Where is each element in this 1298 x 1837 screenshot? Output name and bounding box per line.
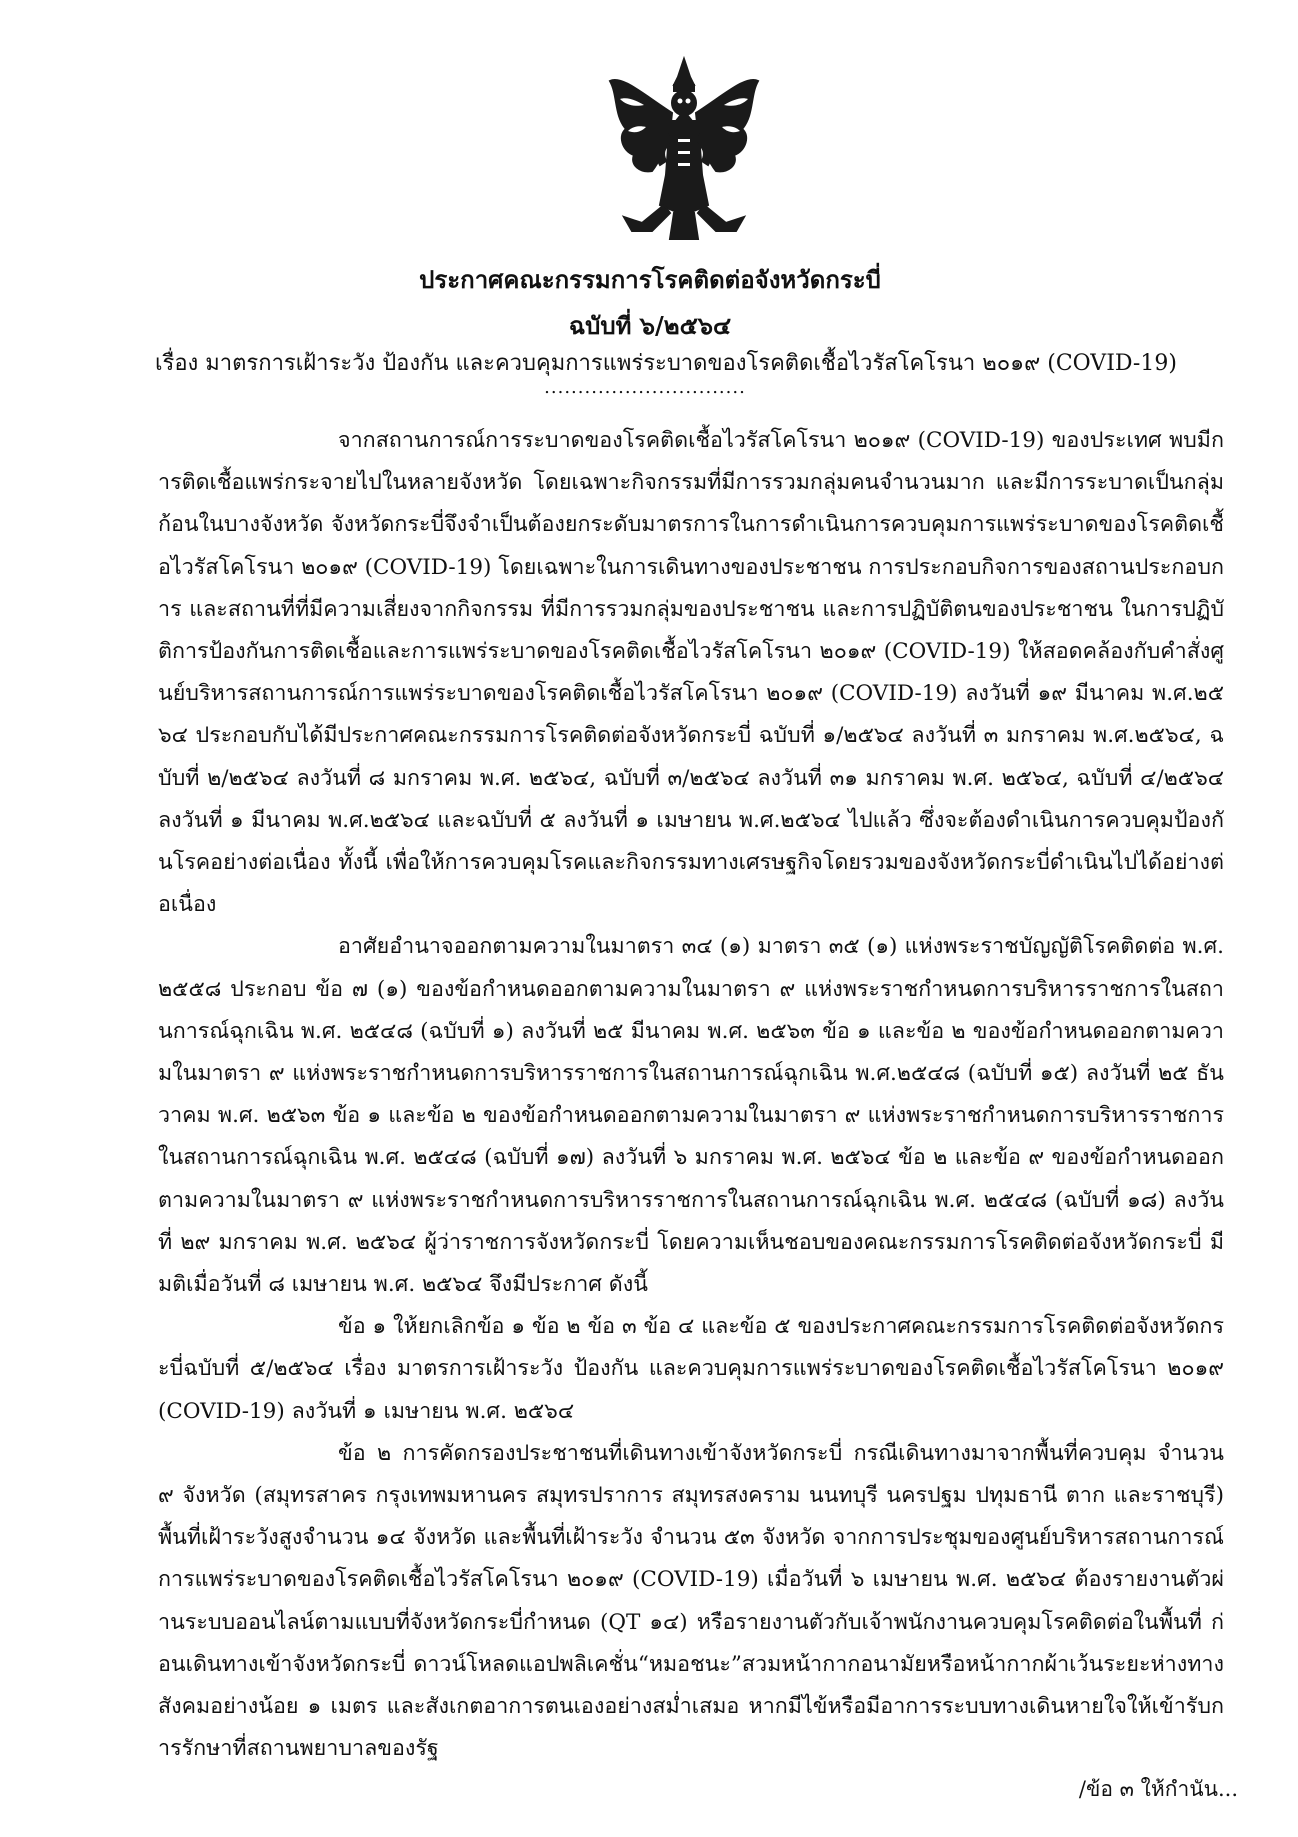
page-continuation: /ข้อ ๓ ให้กำนัน... (1078, 1777, 1238, 1801)
document-body (158, 420, 1224, 1771)
document-subject: เรื่อง มาตรการเฝ้าระวัง ป้องกัน และควบคุมการแพร่ระบาดของโรคติดเชื้อไวรัสโคโรนา ๒๐๑๙ (COVID-19) (155, 351, 1177, 376)
document-title: ประกาศคณะกรรมการโรคติดต่อจังหวัดกระบี่ (419, 265, 881, 294)
paragraph-clause-2: ข้อ ๒ การคัดกรองประชาชนที่เดินทางเข้าจังหวัดกระบี่ กรณีเดินทางมาจากพื้นที่ควบคุม จำนวน ๙ จังหวัด (สมุทรสาคร กรุงเทพมหานคร สมุทรปราการ สมุทรสงคราม นนทบุรี นครปฐม ปทุมธานี ตาก และราชบุรี) พื้นที่เฝ้าระวังสูงจำนวน ๑๔ จังหวัด และพื้นที่เฝ้าระวัง จำนวน ๕๓ จังหวัด จากการประชุมของศูนย์บริหารสถานการณ์การแพร่ระบาดของโรคติดเชื้อไวรัสโคโรนา ๒๐๑๙ (COVID-19) เมื่อวันที่ ๖ เมษายน พ.ศ. ๒๕๖๔ ต้องรายงานตัวผ่านระบบออนไลน์ตามแบบที่จังหวัดกระบี่กำหนด (QT ๑๔) หรือรายงานตัวกับเจ้าพนักงานควบคุมโรคติดต่อในพื้นที่ ก่อนเดินทางเข้าจังหวัดกระบี่ ดาวน์โหลดแอปพลิเคชั่น“หมอชนะ”สวมหน้ากากอนามัยหรือหน้ากากผ้าเว้นระยะห่างทางสังคมอย่างน้อย ๑ เมตร และสังเกตอาการตนเองอย่างสม่ำเสมอ หากมีไข้หรือมีอาการระบบทางเดินหายใจให้เข้ารับการรักษาที่สถานพยาบาลของรัฐ (158, 1440, 1224, 1762)
paragraph-background: จากสถานการณ์การระบาดของโรคติดเชื้อไวรัสโคโรนา ๒๐๑๙ (COVID-19) ของประเทศ พบมีการติดเชื้อแพร่กระจายไปในหลายจังหวัด โดยเฉพาะกิจกรรมที่มีการรวมกลุ่มคนจำนวนมาก และมีการระบาดเป็นกลุ่มก้อนในบางจังหวัด จังหวัดกระบี่จึงจำเป็นต้องยกระดับมาตรการในการดำเนินการควบคุมการแพร่ระบาดของโรคติดเชื้อไวรัสโคโรนา ๒๐๑๙ (COVID-19) โดยเฉพาะในการเดินทางของประชาชน การประกอบกิจการของสถานประกอบการ และสถานที่ที่มีความเสี่ยงจากกิจกรรม ที่มีการรวมกลุ่มของประชาชน และการปฏิบัติตนของประชาชน ในการปฏิบัติการป้องกันการติดเชื้อและการแพร่ระบาดของโรคติดเชื้อไวรัสโคโรนา ๒๐๑๙ (COVID-19) ให้สอดคล้องกับคำสั่งศูนย์บริหารสถานการณ์การแพร่ระบาดของโรคติดเชื้อไวรัสโคโรนา ๒๐๑๙ (COVID-19) ลงวันที่ ๑๙ มีนาคม พ.ศ.๒๕๖๔ ประกอบกับได้มีประกาศคณะกรรมการโรคติดต่อจังหวัดกระบี่ ฉบับที่ ๑/๒๕๖๔ ลงวันที่ ๓ มกราคม พ.ศ.๒๕๖๔, ฉบับที่ ๒/๒๕๖๔ ลงวันที่ ๘ มกราคม พ.ศ. ๒๕๖๔, ฉบับที่ ๓/๒๕๖๔ ลงวันที่ ๓๑ มกราคม พ.ศ. ๒๕๖๔, ฉบับที่ ๔/๒๕๖๔ ลงวันที่ ๑ มีนาคม พ.ศ.๒๕๖๔ และฉบับที่ ๕ ลงวันที่ ๑ เมษายน พ.ศ.๒๕๖๔ ไปแล้ว ซึ่งจะต้องดำเนินการควบคุมป้องกันโรคอย่างต่อเนื่อง ทั้งนี้ เพื่อให้การควบคุมโรคและกิจกรรมทางเศรษฐกิจโดยรวมของจังหวัดกระบี่ดำเนินไปได้อย่างต่อเนื่อง (158, 428, 1224, 918)
garuda-emblem-icon (604, 55, 764, 245)
paragraph-legal-authority: อาศัยอำนาจออกตามความในมาตรา ๓๔ (๑) มาตรา ๓๕ (๑) แห่งพระราชบัญญัติโรคติดต่อ พ.ศ. ๒๕๕๘ ประกอบ ข้อ ๗ (๑) ของข้อกำหนดออกตามความในมาตรา ๙ แห่งพระราชกำหนดการบริหารราชการในสถานการณ์ฉุกเฉิน พ.ศ. ๒๕๔๘ (ฉบับที่ ๑) ลงวันที่ ๒๕ มีนาคม พ.ศ. ๒๕๖๓ ข้อ ๑ และข้อ ๒ ของข้อกำหนดออกตามความในมาตรา ๙ แห่งพระราชกำหนดการบริหารราชการในสถานการณ์ฉุกเฉิน พ.ศ.๒๕๔๘ (ฉบับที่ ๑๕) ลงวันที่ ๒๕ ธันวาคม พ.ศ. ๒๕๖๓ ข้อ ๑ และข้อ ๒ ของข้อกำหนดออกตามความในมาตรา ๙ แห่งพระราชกำหนดการบริหารราชการในสถานการณ์ฉุกเฉิน พ.ศ. ๒๕๔๘ (ฉบับที่ ๑๗) ลงวันที่ ๖ มกราคม พ.ศ. ๒๕๖๔ ข้อ ๒ และข้อ ๙ ของข้อกำหนดออกตามความในมาตรา ๙ แห่งพระราชกำหนดการบริหารราชการในสถานการณ์ฉุกเฉิน พ.ศ. ๒๕๔๘ (ฉบับที่ ๑๘) ลงวันที่ ๒๙ มกราคม พ.ศ. ๒๕๖๔ ผู้ว่าราชการจังหวัดกระบี่ โดยความเห็นชอบของคณะกรรมการโรคติดต่อจังหวัดกระบี่ มีมติเมื่อวันที่ ๘ เมษายน พ.ศ. ๒๕๖๔ จึงมีประกาศ ดังนี้ (158, 934, 1224, 1298)
separator-dots: .............................. (544, 377, 746, 398)
document-issue-number: ฉบับที่ ๖/๒๕๖๔ (568, 311, 732, 340)
paragraph-clause-1: ข้อ ๑ ให้ยกเลิกข้อ ๑ ข้อ ๒ ข้อ ๓ ข้อ ๔ และข้อ ๕ ของประกาศคณะกรรมการโรคติดต่อจังหวัดกระบี่ฉบับที่ ๕/๒๕๖๔ เรื่อง มาตรการเฝ้าระวัง ป้องกัน และควบคุมการแพร่ระบาดของโรคติดเชื้อไวรัสโคโรนา ๒๐๑๙ (COVID-19) ลงวันที่ ๑ เมษายน พ.ศ. ๒๕๖๔ (158, 1314, 1224, 1424)
